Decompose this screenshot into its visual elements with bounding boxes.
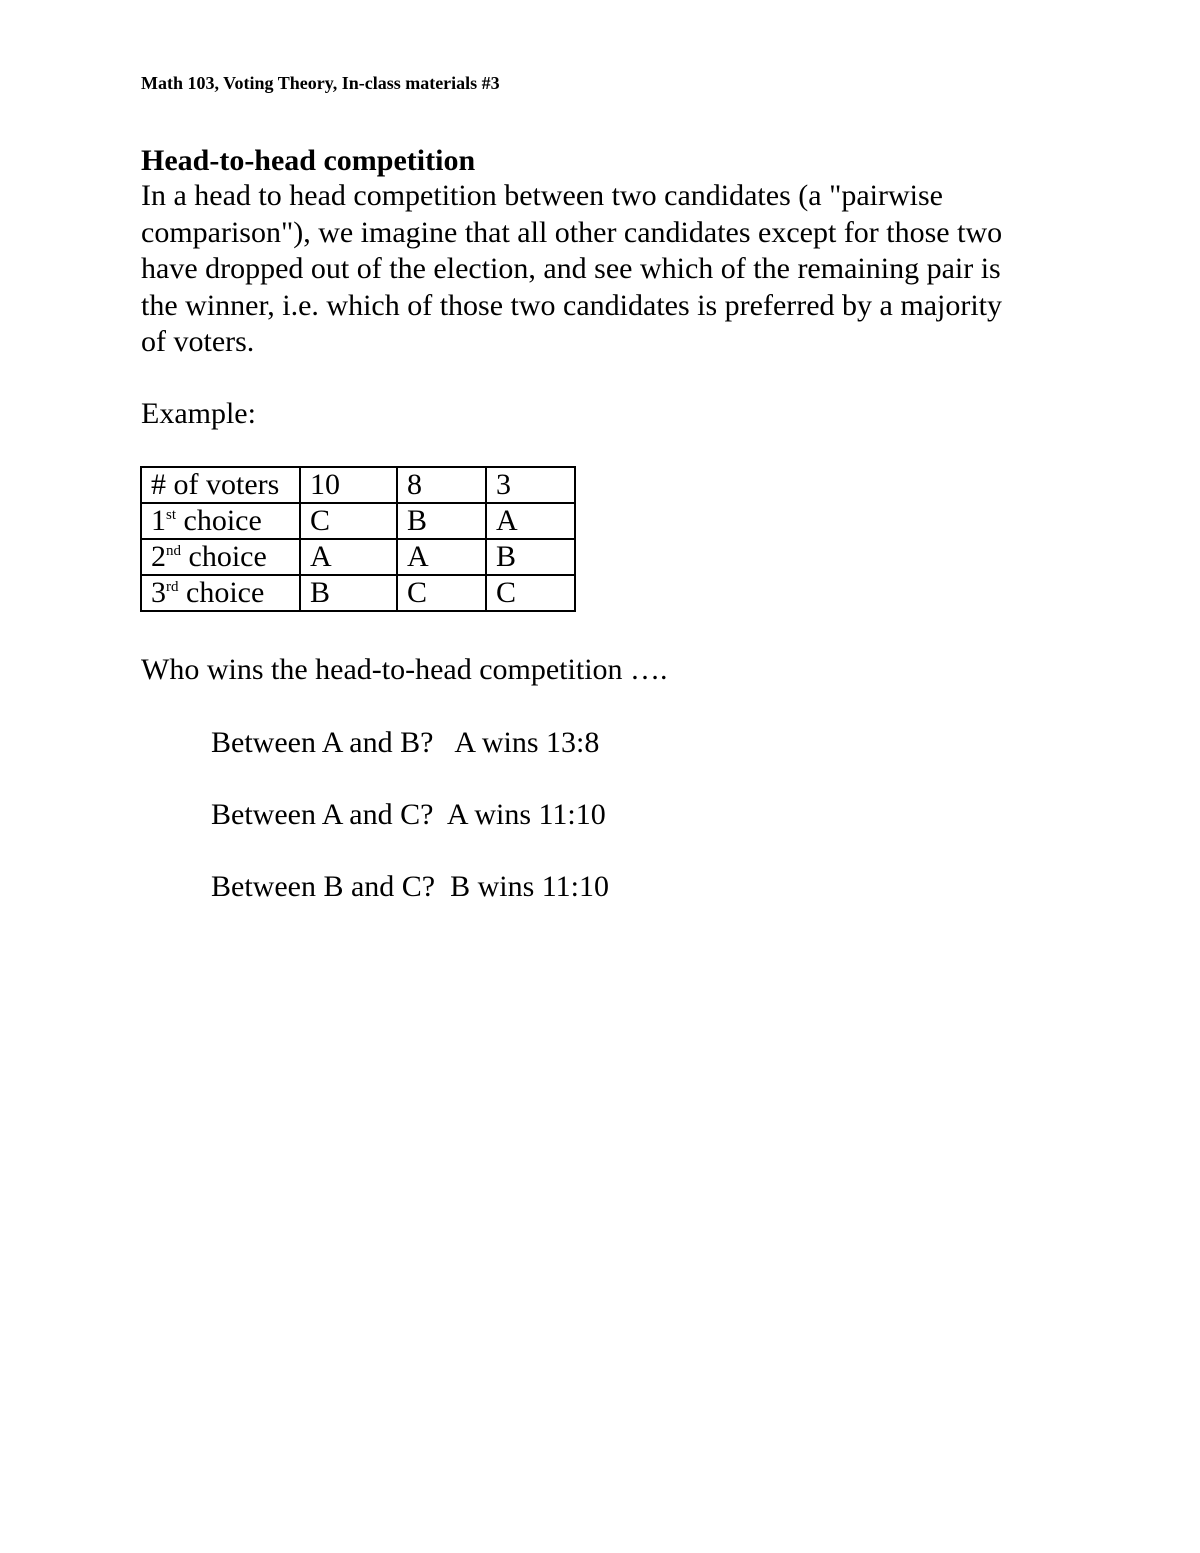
section-title: Head-to-head competition	[141, 144, 476, 177]
table-row-second-choice	[141, 539, 575, 575]
answer-line	[211, 797, 606, 833]
answer-question: Between B and C?	[211, 870, 436, 903]
ordinal-suffix: rd	[166, 579, 179, 595]
paragraph-line: of voters.	[141, 325, 255, 358]
answer-result: B wins 11:10	[450, 870, 610, 903]
definition-paragraph	[141, 178, 1061, 361]
choice-word: choice	[178, 576, 265, 609]
ordinal-suffix: nd	[166, 543, 181, 559]
candidate-cell: A	[397, 539, 486, 575]
voter-count-cell: 10	[300, 467, 397, 503]
answer-line	[211, 869, 609, 905]
question-text: Who wins the head-to-head competition ….	[141, 653, 668, 686]
candidate-cell: B	[486, 539, 575, 575]
choice-word: choice	[181, 540, 267, 573]
choice-number: 1	[151, 504, 166, 537]
candidate-cell: A	[486, 503, 575, 539]
candidate-cell: C	[300, 503, 397, 539]
example-label: Example:	[141, 397, 256, 430]
candidate-cell: B	[397, 503, 486, 539]
choice-label-cell	[141, 575, 300, 611]
candidate-cell: C	[397, 575, 486, 611]
answer-result: A wins 11:10	[446, 798, 606, 831]
answer-question: Between A and B?	[211, 726, 434, 759]
choice-word: choice	[176, 504, 262, 537]
choice-label-cell	[141, 503, 300, 539]
table-row-voters	[141, 467, 575, 503]
answer-line	[211, 725, 599, 761]
page-header: Math 103, Voting Theory, In-class materials #3	[141, 73, 500, 93]
answer-question: Between A and C?	[211, 798, 434, 831]
candidate-cell: B	[300, 575, 397, 611]
paragraph-line: In a head to head competition between two candidates (a "pairwise	[141, 179, 943, 212]
voter-count-cell: 3	[486, 467, 575, 503]
voters-label-cell: # of voters	[141, 467, 300, 503]
ordinal-suffix: st	[166, 507, 177, 523]
candidate-cell: C	[486, 575, 575, 611]
choice-label-cell	[141, 539, 300, 575]
preference-table	[140, 466, 576, 612]
answer-result: A wins 13:8	[454, 726, 600, 759]
paragraph-line: comparison"), we imagine that all other candidates except for those two	[141, 215, 1003, 249]
paragraph-line: have dropped out of the election, and see which of the remaining pair is	[141, 252, 1001, 285]
table-row-first-choice	[141, 503, 575, 539]
candidate-cell: A	[300, 539, 397, 575]
table-row-third-choice	[141, 575, 575, 611]
paragraph-line: the winner, i.e. which of those two candidates is preferred by a majority	[141, 288, 1003, 322]
voter-count-cell: 8	[397, 467, 486, 503]
choice-number: 3	[151, 576, 166, 609]
choice-number: 2	[151, 540, 166, 573]
